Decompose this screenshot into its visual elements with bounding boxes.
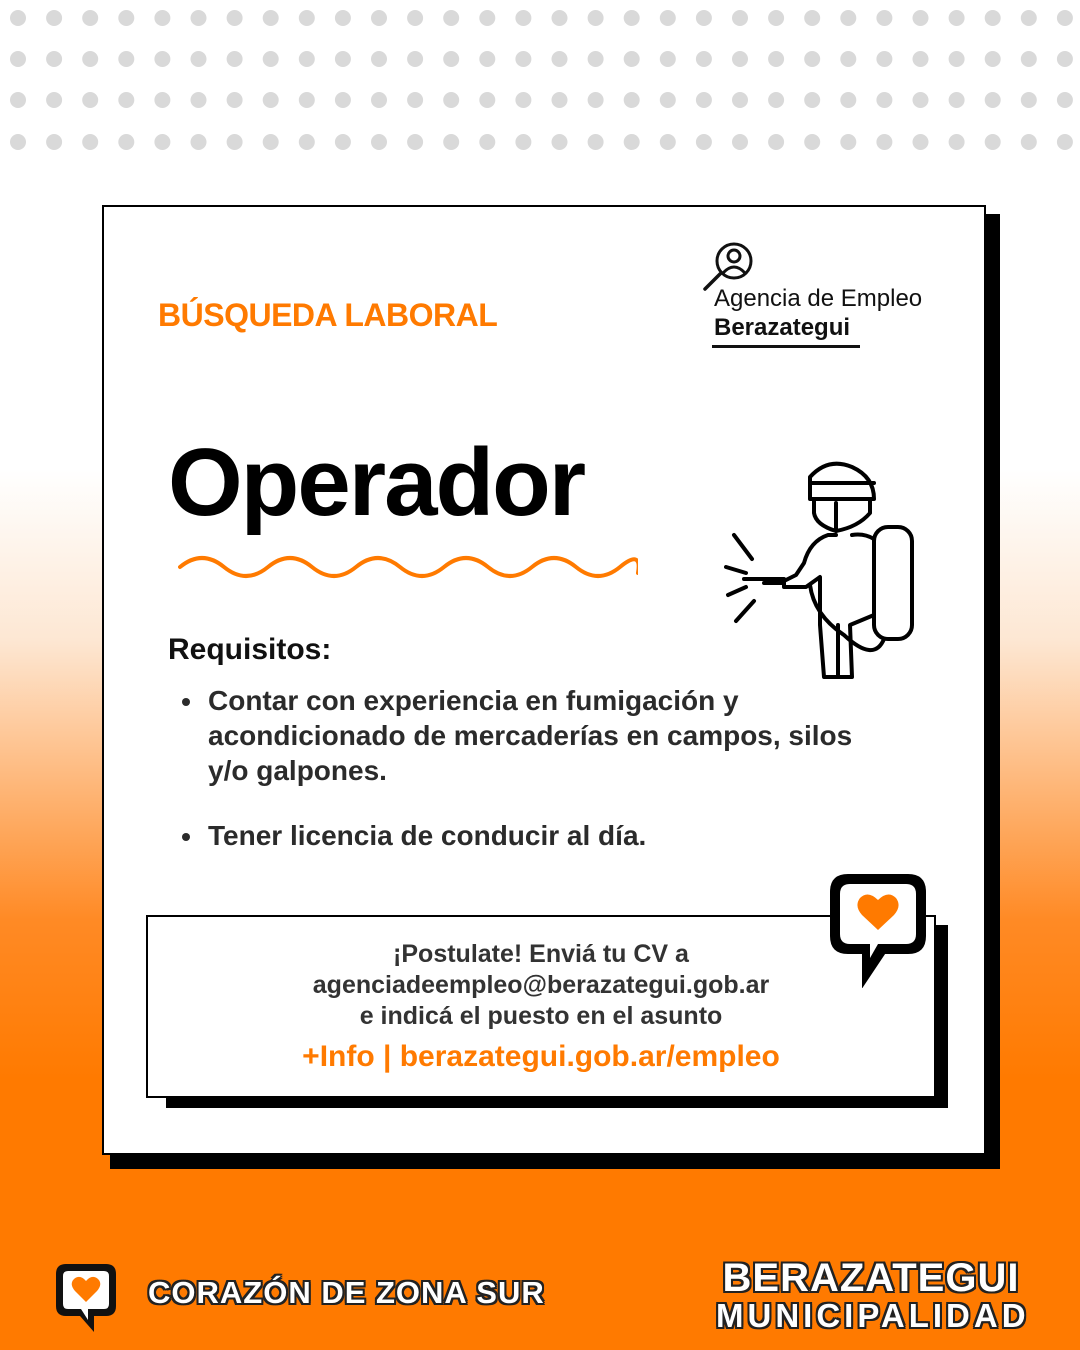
agency-logo: [702, 241, 952, 351]
decorative-dot: [588, 92, 604, 108]
list-item: Tener licencia de conducir al día.: [168, 818, 868, 853]
apply-box: [146, 915, 936, 1098]
brand-name: BERAZATEGUI: [722, 1256, 1020, 1300]
decorative-dot: [118, 134, 134, 150]
decorative-dot: [191, 10, 207, 26]
decorative-dot: [876, 51, 892, 67]
decorative-dot: [624, 10, 640, 26]
decorative-dot: [46, 51, 62, 67]
decorative-dot: [840, 134, 856, 150]
decorative-dot: [227, 92, 243, 108]
decorative-dot: [552, 51, 568, 67]
info-link[interactable]: +Info | berazategui.gob.ar/empleo: [302, 1040, 780, 1073]
decorative-dot: [876, 134, 892, 150]
decorative-dot: [227, 51, 243, 67]
decorative-dot: [732, 134, 748, 150]
decorative-dot: [552, 10, 568, 26]
decorative-dot: [443, 134, 459, 150]
decorative-dot: [191, 51, 207, 67]
decorative-dot: [660, 10, 676, 26]
decorative-dot: [1057, 134, 1073, 150]
decorative-dot: [371, 51, 387, 67]
apply-subject-note: e indicá el puesto en el asunto: [359, 1002, 723, 1030]
decorative-dot: [696, 51, 712, 67]
decorative-dot: [732, 92, 748, 108]
decorative-dot: [46, 134, 62, 150]
decorative-dot: [479, 10, 495, 26]
decorative-dot: [660, 51, 676, 67]
decorative-dot-grid: [0, 0, 1080, 160]
decorative-dot: [118, 10, 134, 26]
decorative-dot: [10, 134, 26, 150]
decorative-dot: [1057, 51, 1073, 67]
decorative-dot: [46, 92, 62, 108]
decorative-dot: [913, 92, 929, 108]
decorative-dot: [191, 134, 207, 150]
decorative-dot: [696, 134, 712, 150]
decorative-dot: [82, 51, 98, 67]
decorative-dot: [768, 134, 784, 150]
decorative-dot: [299, 51, 315, 67]
decorative-dot: [407, 10, 423, 26]
decorative-dot: [768, 51, 784, 67]
decorative-dot: [371, 92, 387, 108]
decorative-dot: [479, 51, 495, 67]
decorative-dot: [913, 51, 929, 67]
decorative-dot: [10, 10, 26, 26]
decorative-dot: [949, 10, 965, 26]
decorative-dot: [588, 51, 604, 67]
decorative-dot: [552, 92, 568, 108]
decorative-dot: [588, 10, 604, 26]
decorative-dot: [985, 10, 1001, 26]
decorative-dot: [876, 10, 892, 26]
orange-wave-divider: [178, 547, 638, 587]
decorative-dot: [263, 92, 279, 108]
requirements-title: Requisitos:: [168, 633, 332, 666]
decorative-dot: [804, 92, 820, 108]
decorative-dot: [624, 92, 640, 108]
decorative-dot: [154, 134, 170, 150]
decorative-dot: [1021, 134, 1037, 150]
decorative-dot: [118, 51, 134, 67]
decorative-dot: [660, 92, 676, 108]
decorative-dot: [1021, 92, 1037, 108]
apply-instruction: ¡Postulate! Enviá tu CV a: [393, 940, 689, 968]
decorative-dot: [82, 134, 98, 150]
decorative-dot: [443, 51, 459, 67]
decorative-dot: [515, 10, 531, 26]
decorative-dot: [949, 92, 965, 108]
decorative-dot: [515, 51, 531, 67]
decorative-dot: [154, 51, 170, 67]
job-search-kicker: BÚSQUEDA LABORAL: [158, 297, 498, 333]
decorative-dot: [1057, 92, 1073, 108]
decorative-dot: [371, 134, 387, 150]
decorative-dot: [660, 134, 676, 150]
heart-speech-bubble-icon: [826, 870, 930, 988]
decorative-dot: [443, 92, 459, 108]
decorative-dot: [227, 10, 243, 26]
decorative-dot: [479, 134, 495, 150]
decorative-dot: [913, 134, 929, 150]
decorative-dot: [696, 92, 712, 108]
decorative-dot: [443, 10, 459, 26]
agency-city: Berazategui: [714, 314, 851, 341]
decorative-dot: [263, 51, 279, 67]
footer-slogan: CORAZÓN DE ZONA SUR: [148, 1275, 545, 1310]
decorative-dot: [949, 134, 965, 150]
decorative-dot: [407, 134, 423, 150]
decorative-dot: [82, 92, 98, 108]
decorative-dot: [82, 10, 98, 26]
decorative-dot: [732, 10, 748, 26]
decorative-dot: [479, 92, 495, 108]
decorative-dot: [299, 10, 315, 26]
decorative-dot: [407, 51, 423, 67]
decorative-dot: [588, 134, 604, 150]
decorative-dot: [840, 51, 856, 67]
decorative-dot: [913, 10, 929, 26]
decorative-dot: [227, 134, 243, 150]
job-title: Operador: [168, 429, 585, 536]
decorative-dot: [985, 134, 1001, 150]
heart-speech-bubble-icon: [54, 1262, 118, 1334]
decorative-dot: [335, 92, 351, 108]
decorative-dot: [371, 10, 387, 26]
decorative-dot: [840, 10, 856, 26]
decorative-dot: [768, 92, 784, 108]
agency-name: Agencia de Empleo: [714, 285, 923, 312]
decorative-dot: [1057, 10, 1073, 26]
decorative-dot: [696, 10, 712, 26]
decorative-dot: [1021, 51, 1037, 67]
decorative-dot: [10, 92, 26, 108]
decorative-dot: [10, 51, 26, 67]
decorative-dot: [263, 10, 279, 26]
decorative-dot: [624, 51, 640, 67]
brand-subtitle: MUNICIPALIDAD: [716, 1297, 1030, 1334]
decorative-dot: [552, 134, 568, 150]
decorative-dot: [804, 51, 820, 67]
decorative-dot: [46, 10, 62, 26]
decorative-dot: [515, 134, 531, 150]
municipality-logo: [716, 1256, 1030, 1334]
decorative-dot: [154, 10, 170, 26]
agency-underline: [712, 345, 860, 348]
decorative-dot: [804, 10, 820, 26]
fumigation-worker-icon: [724, 455, 924, 680]
decorative-dot: [407, 92, 423, 108]
decorative-dot: [949, 51, 965, 67]
decorative-dot: [624, 134, 640, 150]
decorative-dot: [335, 134, 351, 150]
decorative-dot: [118, 92, 134, 108]
decorative-dot: [263, 134, 279, 150]
decorative-dot: [191, 92, 207, 108]
decorative-dot: [335, 51, 351, 67]
decorative-dot: [515, 92, 531, 108]
decorative-dot: [876, 92, 892, 108]
list-item: Contar con experiencia en fumigación y acondicionado de mercaderías en campos, silos y/o galpones.: [168, 683, 868, 788]
decorative-dot: [154, 92, 170, 108]
requirements-list: [168, 683, 868, 883]
decorative-dot: [768, 10, 784, 26]
apply-email[interactable]: agenciadeempleo@berazategui.gob.ar: [312, 971, 770, 999]
decorative-dot: [335, 10, 351, 26]
decorative-dot: [804, 134, 820, 150]
decorative-dot: [732, 51, 748, 67]
decorative-dot: [840, 92, 856, 108]
decorative-dot: [299, 134, 315, 150]
decorative-dot: [985, 51, 1001, 67]
decorative-dot: [985, 92, 1001, 108]
decorative-dot: [299, 92, 315, 108]
decorative-dot: [1021, 10, 1037, 26]
